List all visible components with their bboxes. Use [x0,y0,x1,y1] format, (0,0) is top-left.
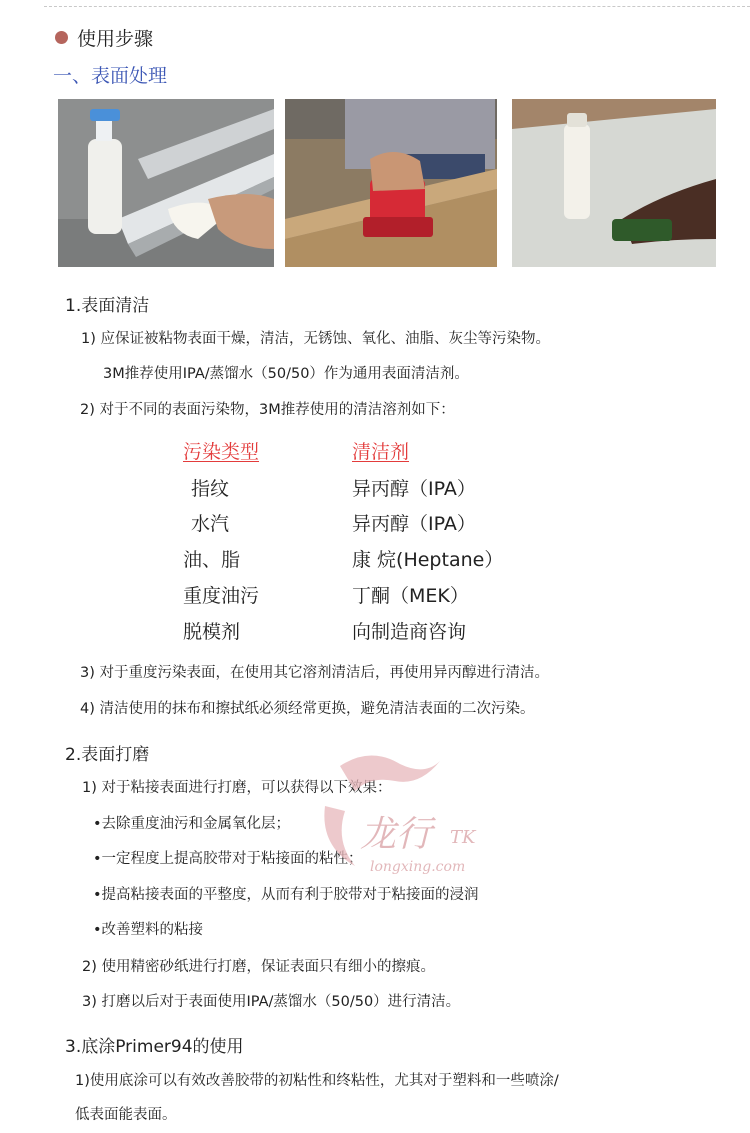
step1-paragraph-2: 2) 对于不同的表面污染物，3M推荐使用的清洁溶剂如下： [80,402,455,418]
step1-paragraph-3: 3) 对于重度污染表面，在使用其它溶剂清洁后，再使用异丙醇进行清洁。 [80,665,549,681]
longxing-watermark-logo [300,746,500,876]
step2-title: 2.表面打磨 [65,745,150,765]
table-cell-type: 水汽 [191,513,230,535]
step2-bullet-2: •一定程度上提高胶带对于粘接面的粘性； [93,851,363,867]
bullet-dot-icon [55,31,68,44]
section-heading [55,24,153,51]
table-cell-type: 指纹 [191,478,230,500]
step2-paragraph-1: 1) 对于粘接表面进行打磨，可以获得以下效果： [82,780,392,796]
step3-paragraph-1b: 低表面能表面。 [75,1107,177,1123]
step1-paragraph-1b: 3M推荐使用IPA/蒸馏水（50/50）作为通用表面清洁剂。 [103,366,469,382]
step1-paragraph-4: 4) 清洁使用的抹布和擦拭纸必须经常更换，避免清洁表面的二次污染。 [80,701,535,717]
step1-paragraph-1: 1) 应保证被粘物表面干燥，清洁，无锈蚀、氧化、油脂、灰尘等污染物。 [81,331,550,347]
step3-title: 3.底涂Primer94的使用 [65,1037,244,1057]
sanding-photo [285,99,497,267]
table-cell-type: 重度油污 [183,585,260,607]
step2-bullet-3: •提高粘接表面的平整度，从而有利于胶带对于粘接面的浸润 [93,887,479,903]
section-title: 使用步骤 [77,28,154,50]
table-cell-cleaner: 异丙醇（IPA） [352,513,476,535]
step2-bullet-4: •改善塑料的粘接 [93,922,204,938]
spray-bottle-wiping-photo [58,99,274,267]
step2-paragraph-2: 2) 使用精密砂纸进行打磨，保证表面只有细小的擦痕。 [82,959,435,975]
step1-title: 1.表面清洁 [65,296,150,316]
step3-paragraph-1: 1)使用底涂可以有效改善胶带的初粘性和终粘性，尤其对于塑料和一些喷涂/ [75,1073,559,1089]
watermark-url: longxing.com [370,859,466,875]
top-divider [44,6,750,7]
table-cell-type: 油、脂 [183,549,241,571]
table-header-contaminant: 污染类型 [183,441,260,463]
step2-paragraph-3: 3) 打磨以后对于表面使用IPA/蒸馏水（50/50）进行清洁。 [82,994,461,1010]
watermark-tk: TK [450,827,476,848]
step2-bullet-1: •去除重度油污和金属氧化层； [93,816,291,832]
subsection-title: 一、表面处理 [53,65,168,87]
table-cell-cleaner: 康 烷(Heptane） [352,549,504,571]
table-cell-cleaner: 异丙醇（IPA） [352,478,476,500]
table-cell-cleaner: 丁酮（MEK） [352,585,469,607]
table-header-cleaner: 清洁剂 [352,441,410,463]
watermark-brand: 龙行 [360,814,433,855]
table-cell-cleaner: 向制造商咨询 [352,621,467,643]
table-cell-type: 脱模剂 [183,621,241,643]
primer-application-photo [512,99,716,267]
